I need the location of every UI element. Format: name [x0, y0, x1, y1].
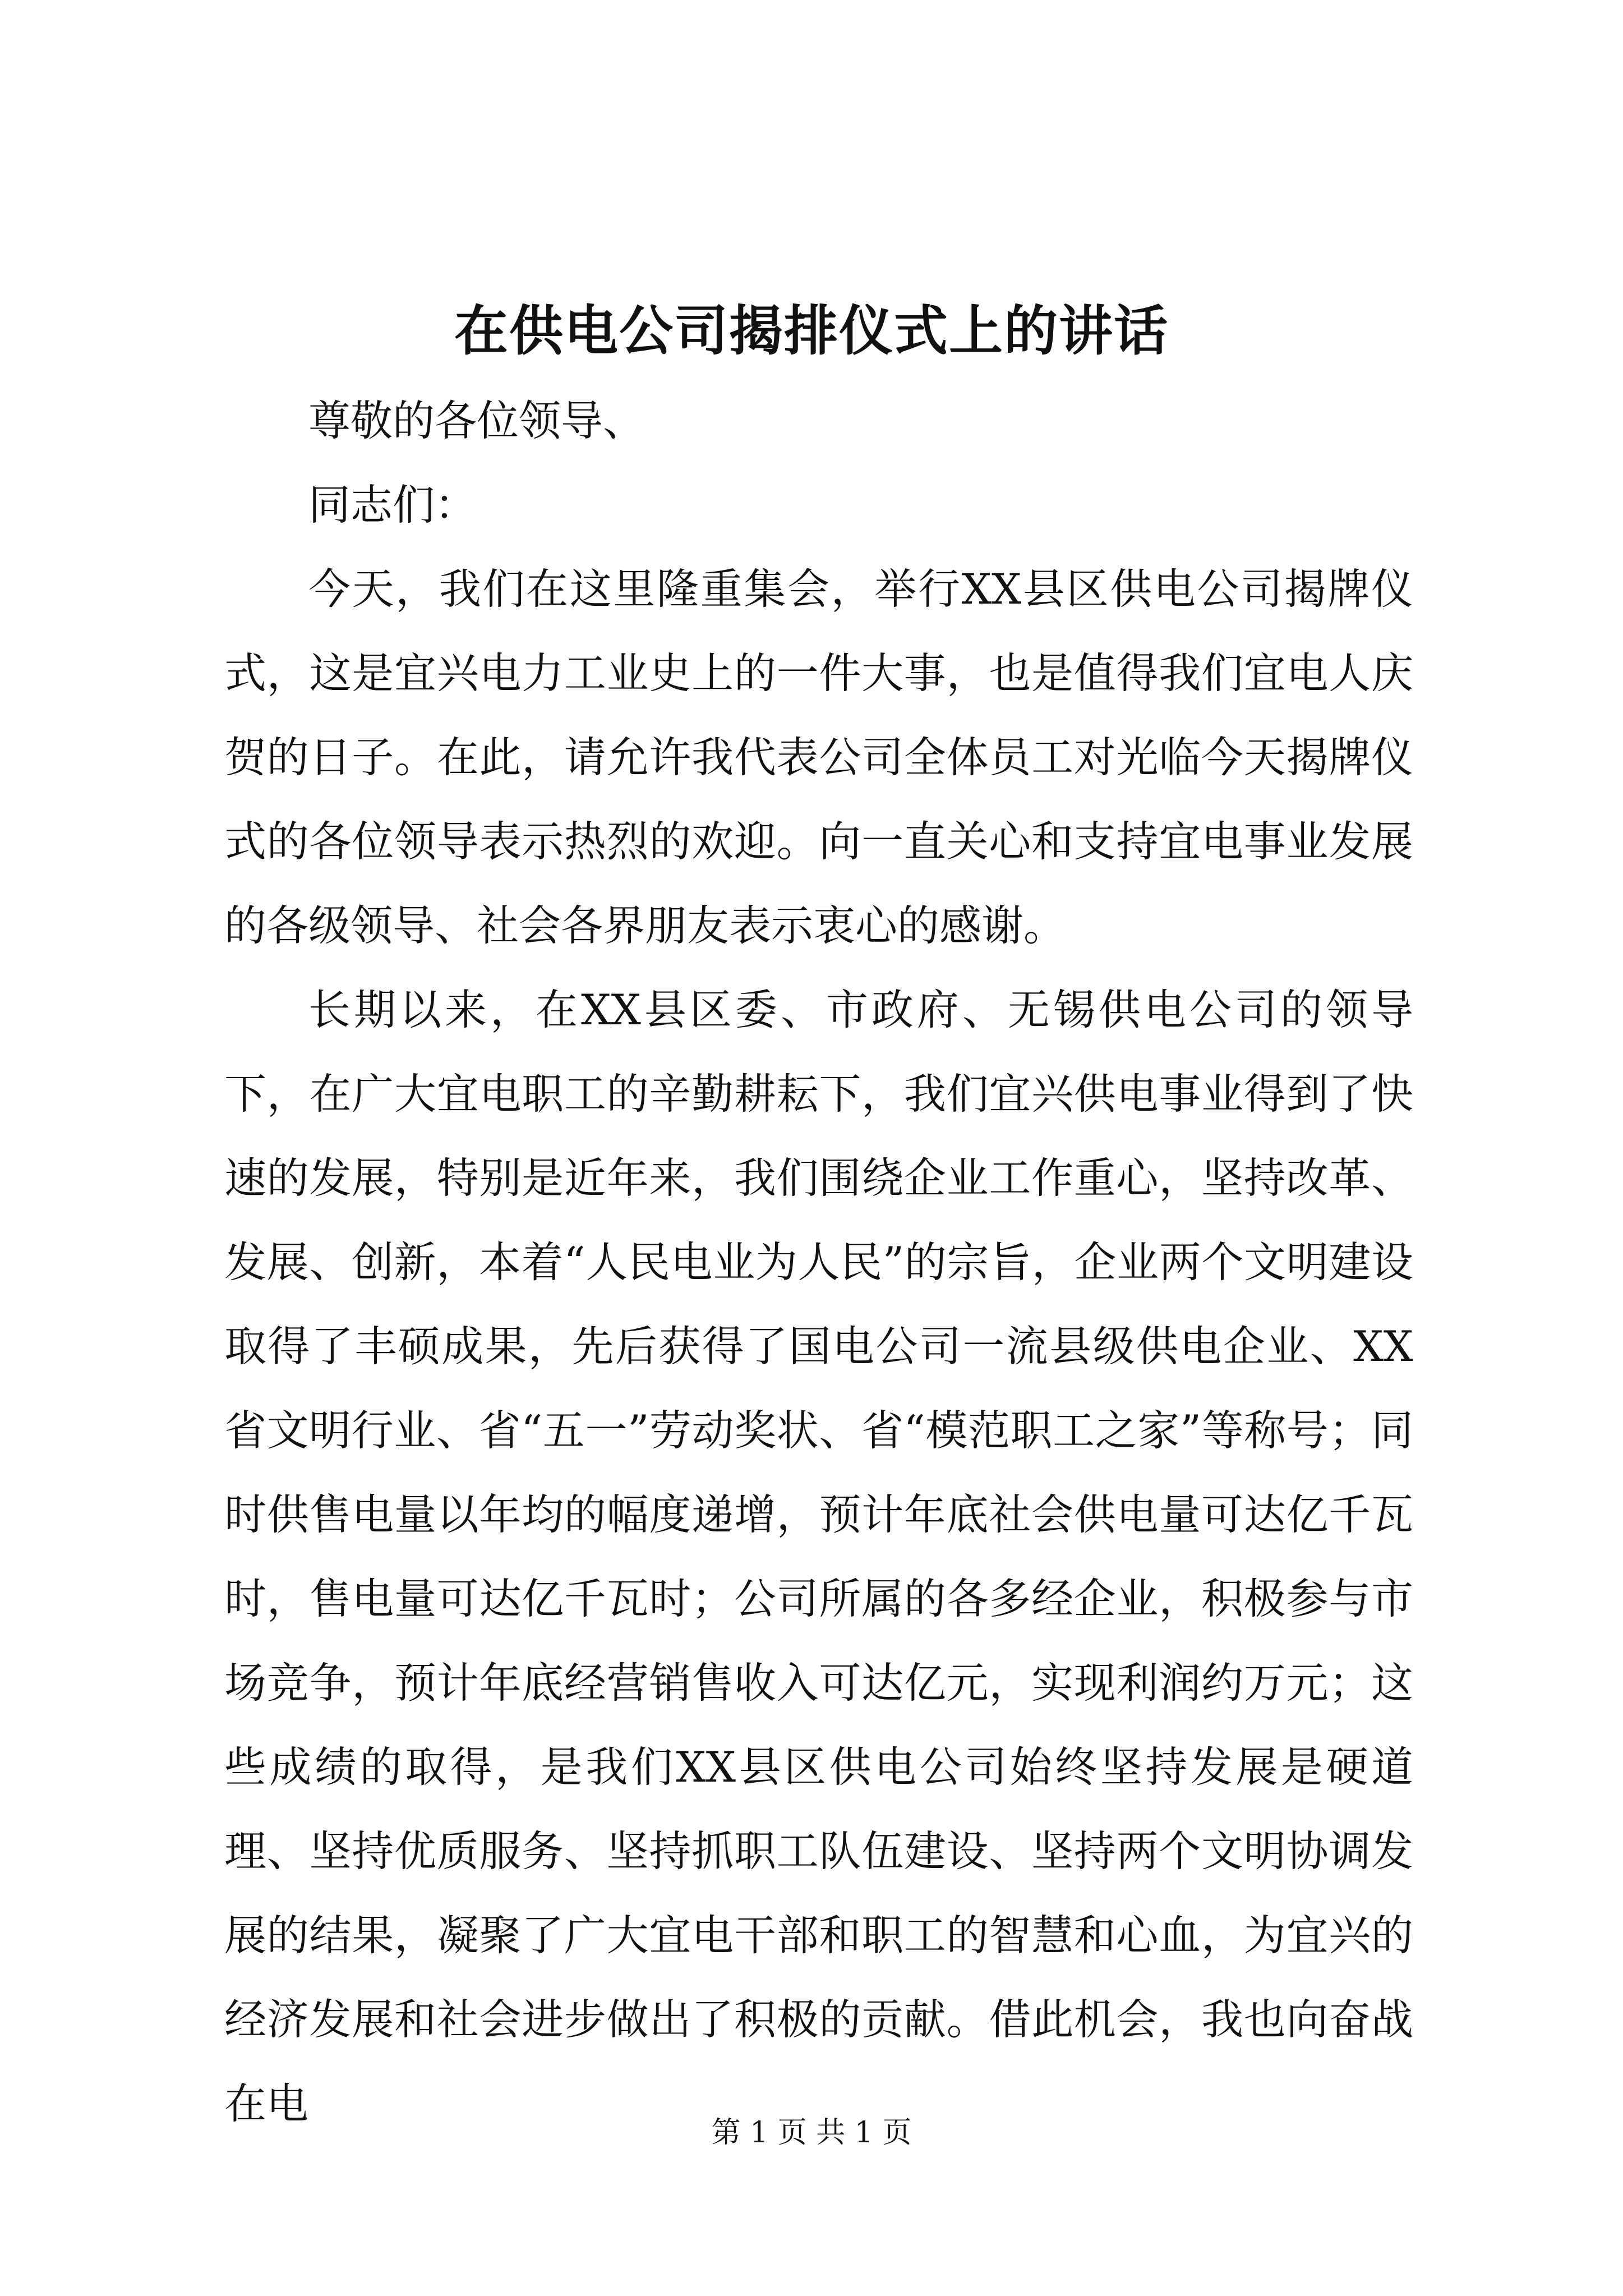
page-footer: 第 1 页 共 1 页 [711, 2116, 912, 2150]
body-paragraph-1: 今天，我们在这里隆重集会，举行XX县区供电公司揭牌仪式，这是宜兴电力工业史上的一件大事，也是值得我们宜电人庆贺的日子。在此，请允许我代表公司全体员工对光临今天揭牌仪式的各位领导表示热烈的欢迎。向一直关心和支持宜电事业发展的各级领导、社会各界朋友表示衷心的感谢。 [224, 564, 1413, 950]
salutation-line-1: 尊敬的各位领导、 [308, 396, 645, 445]
salutation-line-2: 同志们： [308, 480, 477, 530]
document-title: 在供电公司揭排仪式上的讲话 [454, 299, 1169, 362]
body-paragraph-2: 长期以来，在XX县区委、市政府、无锡供电公司的领导下，在广大宜电职工的辛勤耕耘下，我们宜兴供电事业得到了快速的发展，特别是近年来，我们围绕企业工作重心，坚持改革、发展、创新，本着“人民电业为人民”的宗旨，企业两个文明建设取得了丰硕成果，先后获得了国电公司一流县级供电企业、XX省文明行业、省“五一”劳动奖状、省“模范职工之家”等称号；同时供售电量以年均的幅度递增，预计年底社会供电量可达亿千瓦时，售电量可达亿千瓦时；公司所属的各多经企业，积极参与市场竞争，预计年底经营销售收入可达亿元，实现利润约万元；这些成绩的取得，是我们XX县区供电公司始终坚持发展是硬道理、坚持优质服务、坚持抓职工队伍建设、坚持两个文明协调发展的结果，凝聚了广大宜电干部和职工的智慧和心血，为宜兴的经济发展和社会进步做出了积极的贡献。借此机会，我也向奋战在电 [224, 985, 1413, 2128]
document-body [224, 379, 1413, 2146]
